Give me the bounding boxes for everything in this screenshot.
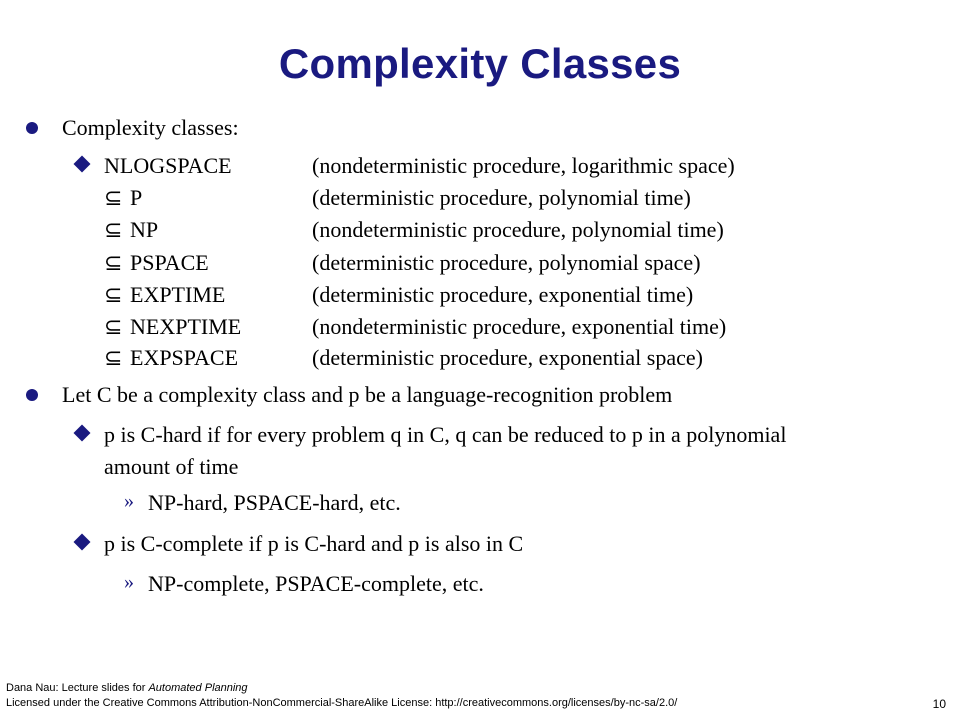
- bullet-text: Let C be a complexity class and p be a language-recognition problem: [62, 382, 673, 407]
- subset-icon: ⊆: [104, 217, 123, 242]
- sub-bullet-np-complete: [124, 571, 484, 597]
- bullet-complexity-classes: [62, 115, 239, 141]
- bullet-dot-icon: [26, 389, 38, 401]
- subset-icon: ⊆: [104, 185, 123, 210]
- class-desc: (nondeterministic procedure, polynomial time): [312, 217, 724, 242]
- footer-book-title: Automated Planning: [148, 682, 248, 694]
- subset-icon: ⊆: [104, 314, 123, 339]
- subset-icon: ⊆: [104, 282, 123, 307]
- bullet-text: amount of time: [104, 454, 239, 479]
- class-name: NLOGSPACE: [104, 153, 232, 178]
- bullet-text: p is C-hard if for every problem q in C, q can be reduced to p in a polynomial: [104, 422, 787, 447]
- class-desc: (nondeterministic procedure, logarithmic space): [312, 153, 735, 178]
- slide-title: Complexity Classes: [278, 40, 682, 87]
- footer-prefix: Dana Nau: Lecture slides for: [6, 682, 149, 694]
- bullet-text: p is C-complete if p is C-hard and p is also in C: [104, 531, 524, 556]
- bullet-let-c: [62, 382, 672, 408]
- class-desc: (deterministic procedure, polynomial time): [312, 185, 691, 210]
- diamond-bullet-icon: [74, 425, 91, 442]
- class-desc: (deterministic procedure, exponential space): [312, 345, 703, 370]
- bullet-dot-icon: [26, 122, 38, 134]
- class-name: NP: [130, 217, 159, 242]
- class-desc: (deterministic procedure, polynomial space): [312, 250, 701, 275]
- class-name: P: [130, 185, 143, 210]
- class-name: PSPACE: [130, 250, 209, 275]
- bullet-c-hard-cont: [104, 454, 238, 480]
- sub-bullet-np-hard: [124, 490, 401, 516]
- bullet-text: NP-hard, PSPACE-hard, etc.: [148, 490, 401, 515]
- raquo-bullet-icon: »: [124, 490, 134, 512]
- class-desc: (nondeterministic procedure, exponential time): [312, 314, 727, 339]
- bullet-c-complete: [104, 531, 523, 557]
- subset-icon: ⊆: [104, 250, 123, 275]
- bullet-text: Complexity classes:: [62, 115, 239, 140]
- diamond-bullet-icon: [74, 534, 91, 551]
- class-name: EXPTIME: [130, 282, 226, 307]
- footer-credit: [6, 682, 248, 694]
- bullet-text: NP-complete, PSPACE-complete, etc.: [148, 571, 484, 596]
- page-number: 10: [932, 697, 946, 711]
- class-name: EXPSPACE: [130, 345, 239, 370]
- class-name: NEXPTIME: [130, 314, 242, 339]
- class-desc: (deterministic procedure, exponential time): [312, 282, 694, 307]
- subset-icon: ⊆: [104, 345, 123, 370]
- bullet-c-hard: [104, 422, 786, 448]
- raquo-bullet-icon: »: [124, 571, 134, 593]
- diamond-bullet-icon: [74, 156, 91, 173]
- footer-license: Licensed under the Creative Commons Attribution-NonCommercial-ShareAlike License: http://creativecommons.org/licenses/by-nc-sa/2.0/: [6, 697, 678, 709]
